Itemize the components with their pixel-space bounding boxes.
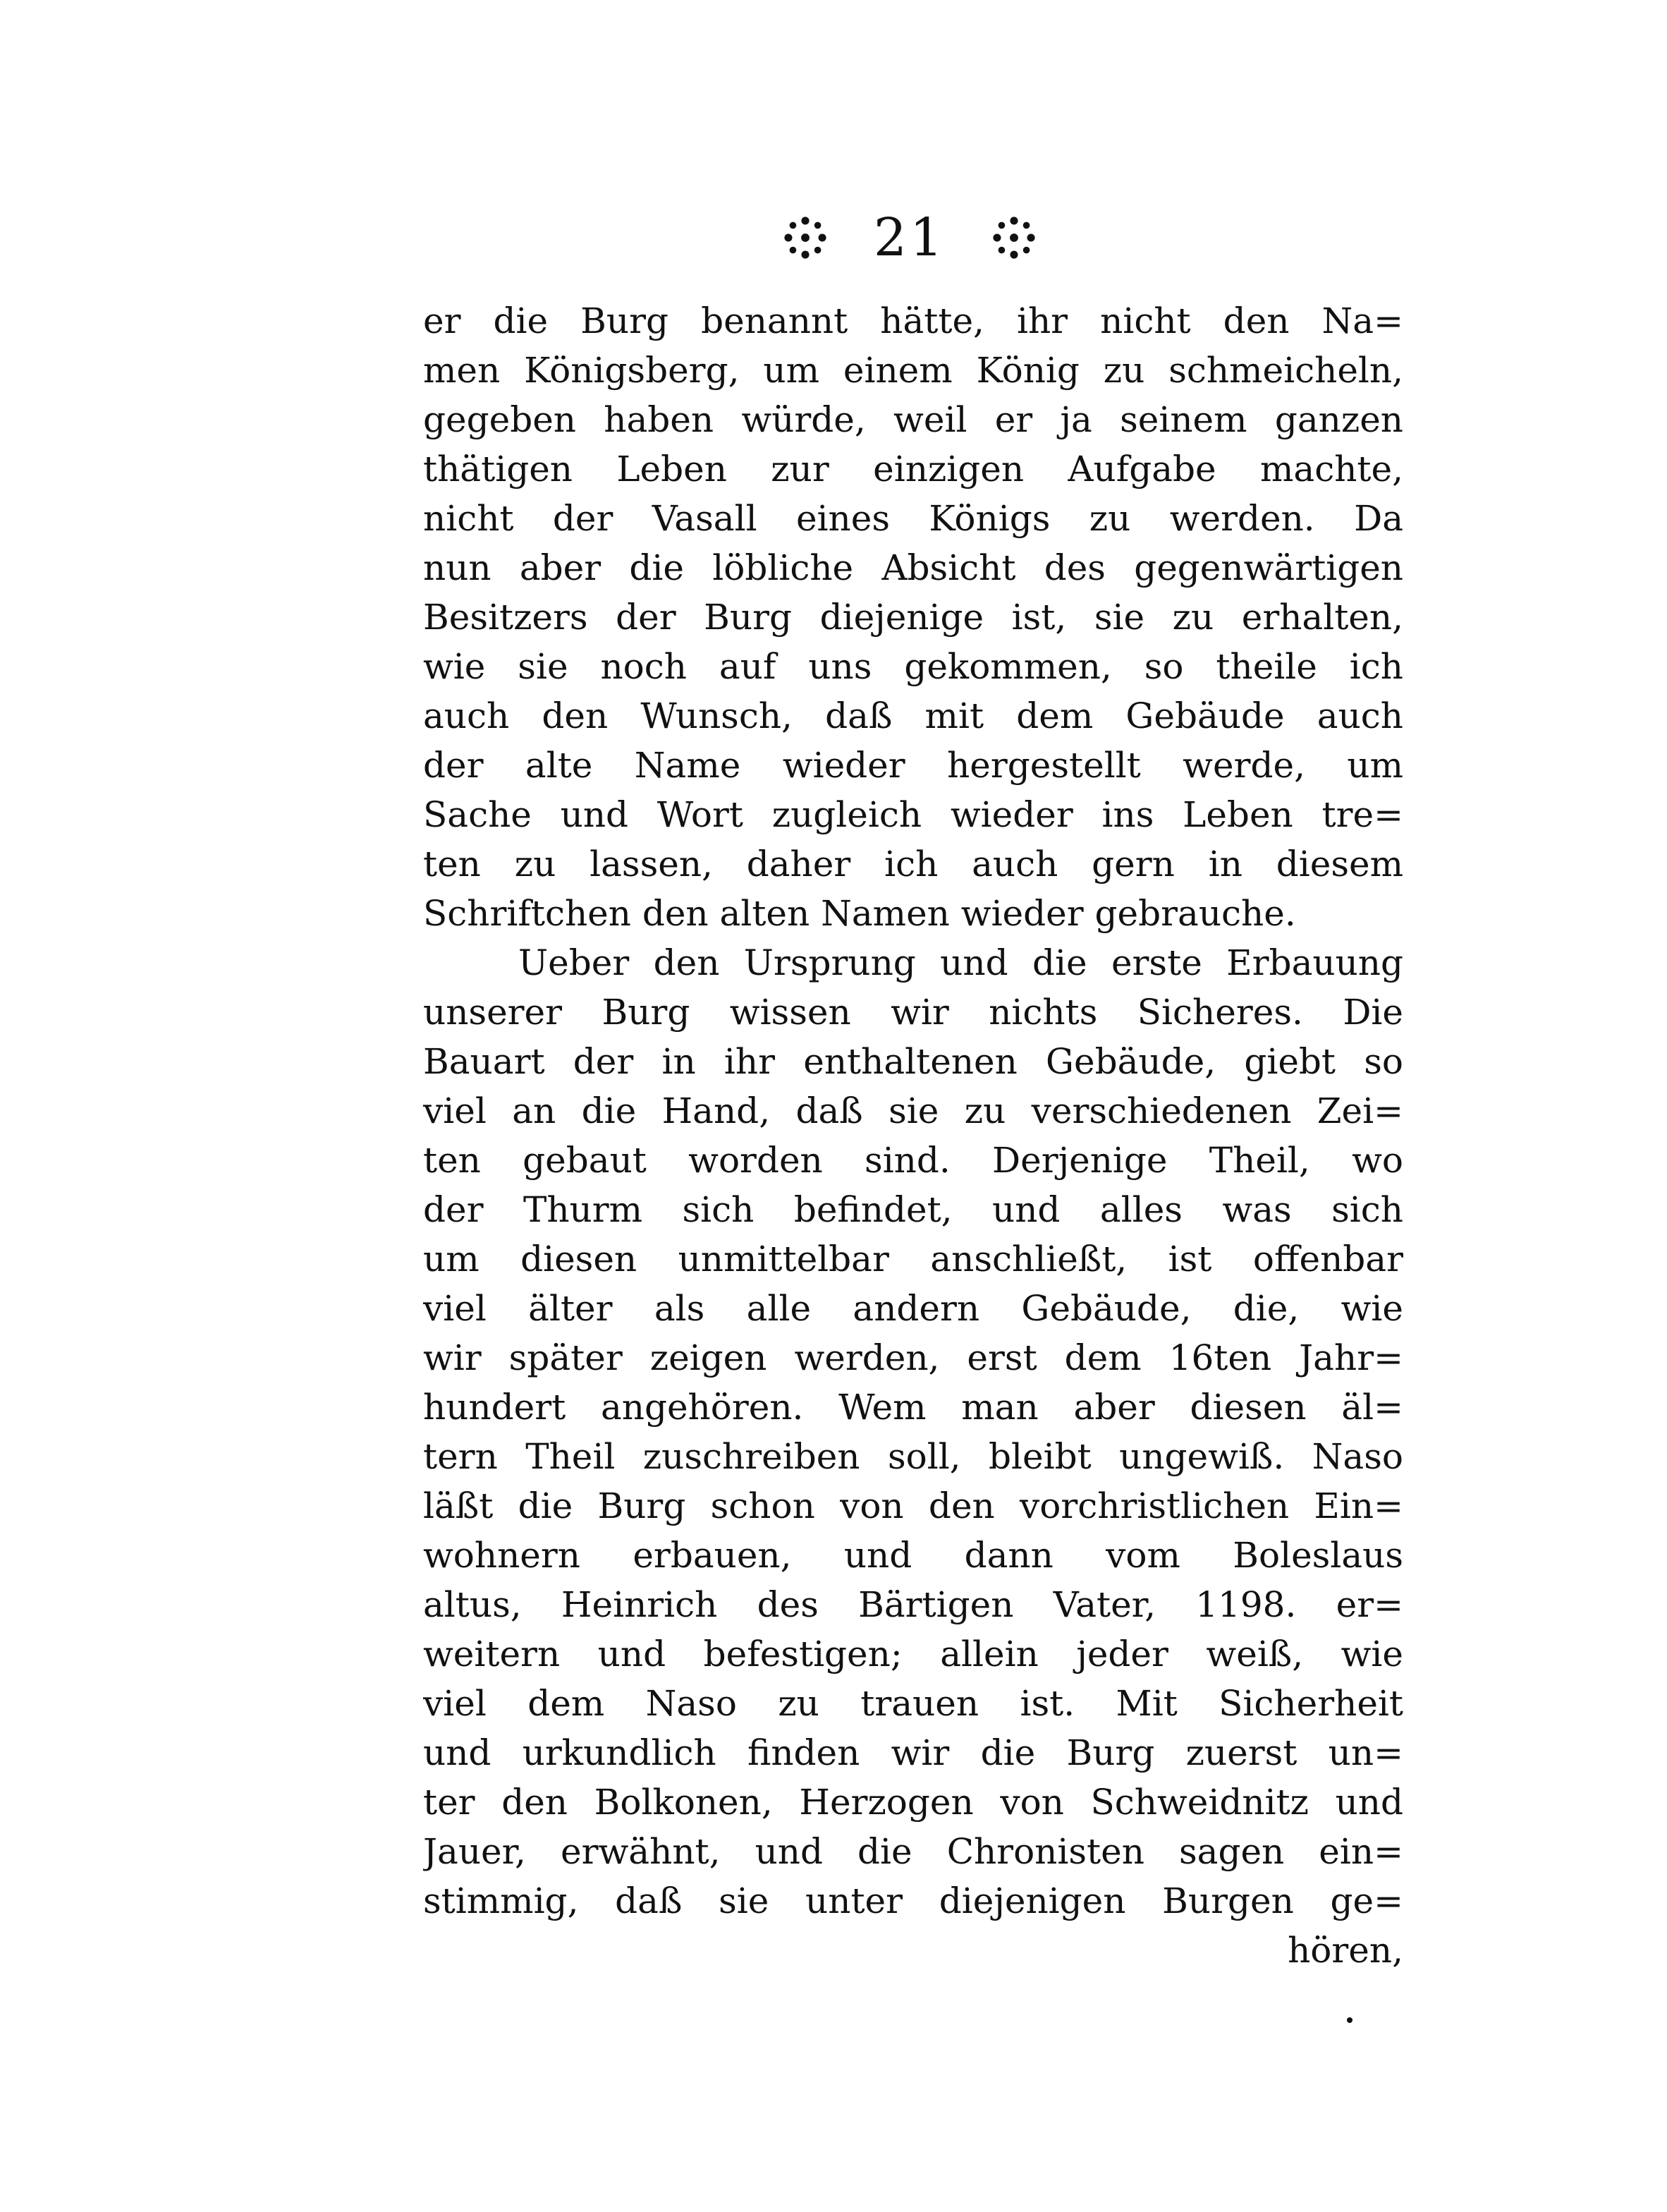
text-line: ten zu lassen, daher ich auch gern in diesem [423,844,1403,885]
text-line: viel älter als alle andern Gebäude, die, wie [423,1288,1403,1329]
text-line: wohnern erbauen, und dann vom Boleslaus [423,1535,1403,1576]
text-line: auch den Wunsch, daß mit dem Gebäude auch [423,695,1403,736]
text-line: ter den Bolkonen, Herzogen von Schweidnitz und [423,1782,1403,1823]
text-line: thätigen Leben zur einzigen Aufgabe machte, [423,449,1403,490]
text-line: läßt die Burg schon von den vorchristlichen Ein= [423,1485,1403,1526]
text-line: Bauart der in ihr enthaltenen Gebäude, giebt so [423,1041,1403,1082]
text-line: ten gebaut worden sind. Derjenige Theil, wo [423,1140,1403,1181]
text-line: Ueber den Ursprung und die erste Erbauung [518,942,1403,983]
text-line: Besitzers der Burg diejenige ist, sie zu erhalten, [423,597,1403,638]
text-line: men Königsberg, um einem König zu schmeicheln, [423,350,1403,391]
text-line: Jauer, erwähnt, und die Chronisten sagen ein= [423,1831,1403,1872]
signature-mark [1347,2017,1352,2023]
text-line: weitern und befestigen; allein jeder weiß, wie [423,1634,1403,1675]
text-line: stimmig, daß sie unter diejenigen Burgen ge= [423,1880,1403,1921]
text-line: der alte Name wieder hergestellt werde, um [423,745,1403,786]
text-line: nun aber die löbliche Absicht des gegenwärtigen [423,547,1403,588]
text-line: hundert angehören. Wem man aber diesen äl= [423,1387,1403,1428]
text-line: tern Theil zuschreiben soll, bleibt ungewiß. Naso [423,1436,1403,1477]
paragraph-2 [423,938,1403,1926]
text-line: der Thurm sich befindet, und alles was sich [423,1189,1403,1230]
text-line: Sache und Wort zugleich wieder ins Leben tre= [423,794,1403,835]
text-line: er die Burg benannt hätte, ihr nicht den Na= [423,300,1403,341]
text-line: Schriftchen den alten Namen wieder gebrauche. [423,893,1296,934]
asterism-ornament-right-icon [988,212,1040,264]
asterism-ornament-left-icon [779,212,831,264]
page-header [762,199,1058,276]
paragraph-1 [423,296,1403,938]
text-line: und urkundlich finden wir die Burg zuerst un= [423,1732,1403,1773]
text-line: wir später zeigen werden, erst dem 16ten Jahr= [423,1337,1403,1378]
text-line: altus, Heinrich des Bärtigen Vater, 1198. er= [423,1584,1403,1625]
text-line: um diesen unmittelbar anschließt, ist offenbar [423,1239,1403,1280]
text-line: unserer Burg wissen wir nichts Sicheres. Die [423,992,1403,1033]
text-line: wie sie noch auf uns gekommen, so theile ich [423,646,1403,687]
text-line: nicht der Vasall eines Königs zu werden. Da [423,498,1403,539]
text-line: viel an die Hand, daß sie zu verschiedenen Zei= [423,1090,1403,1131]
body-text [423,296,1403,1975]
catchword: hören, [1288,1930,1403,1971]
page-number: 21 [873,207,946,268]
text-line: viel dem Naso zu trauen ist. Mit Sicherheit [423,1683,1403,1724]
text-line: gegeben haben würde, weil er ja seinem ganzen [423,399,1403,440]
